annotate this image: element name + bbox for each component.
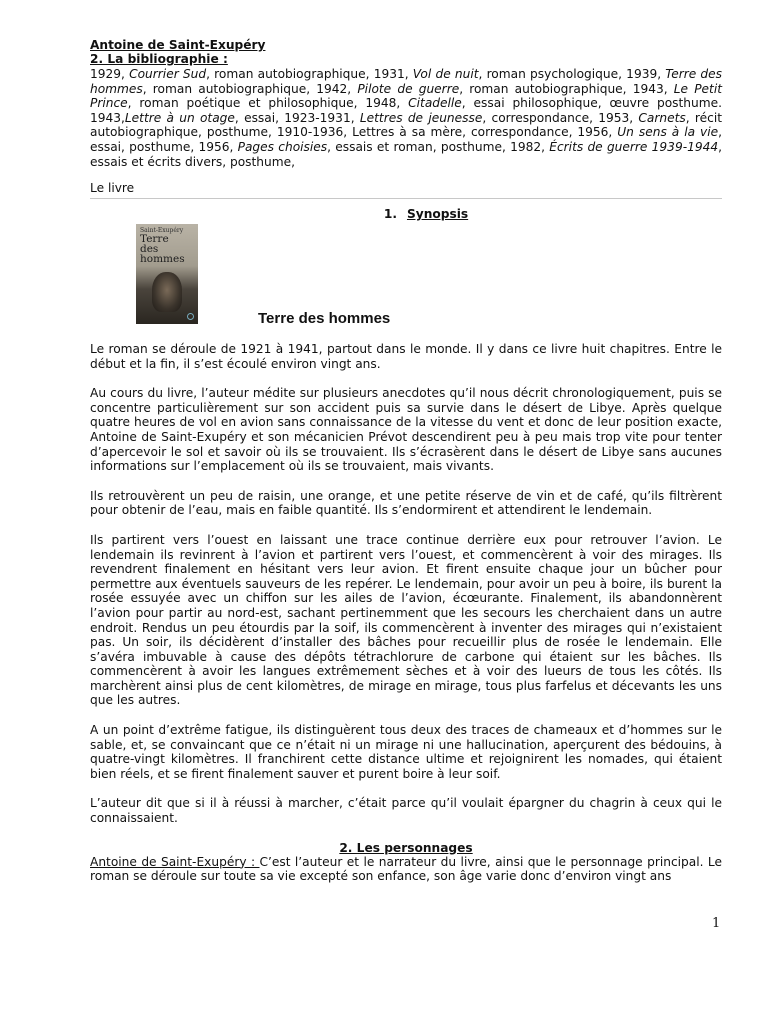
- paragraph-4: Ils partirent vers l’ouest en laissant une trace continue derrière eux pour retrouver l’avion. Le lendemain ils revinrent à l’avion et partirent vers l’ouest, et commencèrent à voir des mirages. Ils revendrent finalement en hésitant vers leur avion. Et firent ensuite chaque jour un bûcher pour permettre aux éventuels sauveurs de les repérer. Le lendemain, pour avoir un peu à boire, ils burent la rosée essuyée avec un chiffon sur les ailes de l’avion, écœurante. Finalement, ils abandonnèrent l’avion pour partir au nord-est, sachant pertinemment que les secours les cherchaient dans un autre endroit. Rendus un peu étourdis par la soif, ils commencèrent à inventer des mirages qui n’existaient pas. Un soir, ils décidèrent d’installer des bâches pour recueillir plus de rosée le lendemain. Elle s’avéra imbuvable à cause des dépôts tétrachlorure de carbone qui étaient sur les bâches. Ils commencèrent à avoir les langues extrêmement sèches et à voir des lueurs de tous les côtés. Ils marchèrent ainsi plus de cent kilomètres, de mirage en mirage, tous plus farfelus et décevants les uns que les autres.: [90, 532, 722, 708]
- bibliography-text-run: , essai, posthume, 1956,: [90, 125, 722, 154]
- le-livre-label: Le livre: [90, 181, 135, 196]
- synopsis-body: [90, 342, 722, 884]
- bibliography-text-run: , roman autobiographique, 1931,: [206, 67, 413, 81]
- bibliography-work-title: Carnets: [638, 110, 686, 125]
- bibliography-text-run: 1929,: [90, 67, 130, 81]
- bibliography-text-run: , essai, 1923-1931,: [234, 110, 360, 125]
- synopsis-label: Synopsis: [406, 207, 469, 222]
- paragraph-2: Au cours du livre, l’auteur médite sur plusieurs anecdotes qu’il nous décrit chronologiquement, puis se concentre particulièrement sur son accident puis sa survie dans le désert de Libye. Après quelque quatre heures de vol en avion sans connaissance de la vitesse du vent et donc de leur position exacte, Antoine de Saint-Exupéry et son mécanicien Prévot descendirent peu à peu mais trop vite pour tenter d’apercevoir le sol et savoir où ils se trouvaient. Ils s’écrasèrent dans le désert de Libye sans aucunes informations sur l’emplacement où ils se trouvaient, mais vivants.: [90, 386, 722, 474]
- publisher-logo-icon: [187, 313, 194, 320]
- paragraph-6: L’auteur dit que si il à réussi à marcher, c’était parce qu’il voulait épargner du chagrin à ceux qui le connaissaient.: [90, 796, 722, 826]
- cover-title-line-1: Terre: [140, 233, 169, 245]
- bibliography-text-run: , récit autobiographique, posthume, 1910-1936, Lettres à sa mère, correspondance, 1956,: [90, 110, 723, 140]
- book-title: Terre des hommes: [258, 310, 391, 327]
- document-page: [90, 38, 723, 884]
- bibliography-work-title: Le Petit Prince: [90, 81, 722, 111]
- bibliography-text-run: , roman psychologique, 1939,: [478, 67, 666, 81]
- page-number: 1: [712, 916, 721, 931]
- bibliography-work-title: Citadelle: [408, 96, 462, 111]
- bibliography-text-run: , roman autobiographique, 1943,: [459, 81, 674, 96]
- bibliography-work-title: Lettre à un otage: [124, 110, 235, 125]
- bibliography-work-title: Terre des hommes: [90, 67, 723, 96]
- paragraph-3: Ils retrouvèrent un peu de raisin, une orange, et une petite réserve de vin et de café, qu’ils filtrèrent pour obtenir de l’eau, mais en faible quantité. Ils s’endormirent et attendirent le lendemain.: [90, 488, 722, 518]
- personnage-name: Antoine de Saint-Exupéry :: [90, 854, 260, 869]
- personnage-description: C’est l’auteur et le narrateur du livre, ainsi que le personnage principal. Le roman se déroule sur toute sa vie excepté son enfance, son âge varie donc d’environ vingt ans: [90, 854, 722, 884]
- book-cover-image: [136, 224, 198, 324]
- bibliography-text-run: , essais et écrits divers, posthume,: [90, 139, 722, 169]
- bibliography-text-run: , correspondance, 1953,: [482, 110, 639, 125]
- bibliography-text-run: , roman autobiographique, 1942,: [142, 81, 358, 96]
- cover-title: [140, 234, 198, 264]
- bibliography-work-title: Écrits de guerre 1939-1944: [549, 139, 719, 154]
- bibliography-text-run: , essai philosophique, œuvre posthume. 1943,: [90, 96, 722, 125]
- bibliography-text: [90, 67, 722, 169]
- bibliography-work-title: Pages choisies: [237, 139, 328, 154]
- author-heading: Antoine de Saint-Exupéry: [90, 38, 266, 52]
- personnage-entry: [90, 855, 722, 884]
- cover-author: Saint-Exupéry: [140, 227, 184, 234]
- cover-title-line-2: des hommes: [140, 243, 185, 265]
- divider: [90, 198, 722, 199]
- bibliography-text-run: , essais et roman, posthume, 1982,: [327, 139, 550, 154]
- bibliography-work-title: Courrier Sud: [129, 67, 207, 81]
- personnages-heading: 2. Les personnages: [339, 840, 473, 855]
- bibliography-work-title: Pilote de guerre: [357, 81, 460, 96]
- paragraph-5: A un point d’extrême fatigue, ils distinguèrent tous deux des traces de chameaux et d’hommes sur le sable, et, se convaincant que ce n’était ni un mirage ni une hallucination, aperçurent des bédouins, à quatre-vingt kilomètres. Il franchirent cette distance ultime et rejoignirent les nomades, qui étaient bien réels, et se firent finalement sauver et purent boire à leur soif.: [90, 723, 722, 781]
- bibliography-text-run: , roman poétique et philosophique, 1948,: [127, 96, 409, 111]
- bibliography-work-title: Un sens à la vie: [617, 125, 719, 140]
- bibliography-work-title: Vol de nuit: [412, 67, 479, 81]
- bibliography-work-title: Lettres de jeunesse: [359, 110, 483, 125]
- paragraph-1: Le roman se déroule de 1921 à 1941, partout dans le monde. Il y dans ce livre huit chapitres. Entre le début et la fin, il s’est écoulé environ vingt ans.: [90, 342, 722, 371]
- bibliography-heading: 2. La bibliographie :: [90, 52, 228, 66]
- cover-portrait: [152, 272, 182, 312]
- synopsis-heading: [90, 207, 722, 221]
- synopsis-number: 1.: [383, 207, 397, 222]
